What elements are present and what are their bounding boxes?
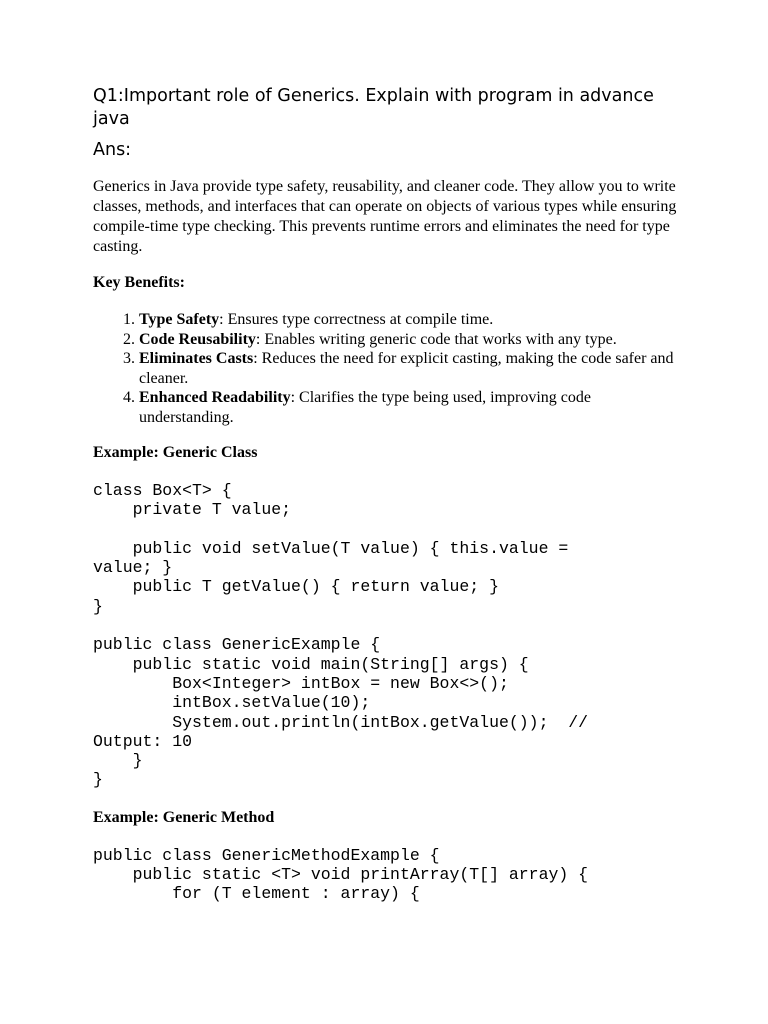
benefits-list [93,310,679,427]
example-method-code: public class GenericMethodExample { public static <T> void printArray(T[] array) { for (T element : array) { [93,845,589,904]
benefit-item [139,330,679,350]
benefit-desc: : Reduces the need for explicit casting, making the code safer and cleaner. [139,350,674,387]
benefits-heading: Key Benefits: [93,274,185,291]
benefit-item [139,388,679,427]
benefit-term: Enhanced Readability [139,389,291,406]
benefit-desc: : Enables writing generic code that works with any type. [255,330,617,348]
benefit-item [139,310,679,330]
benefit-item [139,349,679,388]
benefit-term: Eliminates Casts [139,350,254,367]
example-class-heading: Example: Generic Class [93,444,258,461]
benefit-desc: : Clarifies the type being used, improving code understanding. [139,389,591,426]
benefit-term: Code Reusability [139,330,256,348]
intro-paragraph: Generics in Java provide type safety, reusability, and cleaner code. They allow you to write classes, methods, and interfaces that can operate on objects of various types while ensuring compile-time type checking. This prevents runtime errors and eliminates the need for type casting. [93,178,677,255]
question-title: Q1:Important role of Generics. Explain with program in advance java [93,86,654,129]
benefit-desc: : Ensures type correctness at compile time. [219,311,494,328]
example-class-code: class Box<T> { private T value; public void setValue(T value) { this.value = value; } public T getValue() { return value; } } public class GenericExample { public static void main(String[] args) { Box<Integer> intBox = new Box<>(); intBox.setValue(10); System.out.println(intBox.getValue()); // Output: 10 } } [93,481,589,790]
example-method-heading: Example: Generic Method [93,808,275,826]
benefit-term: Type Safety [139,311,220,328]
answer-label: Ans: [93,140,132,160]
document-page [93,85,693,904]
